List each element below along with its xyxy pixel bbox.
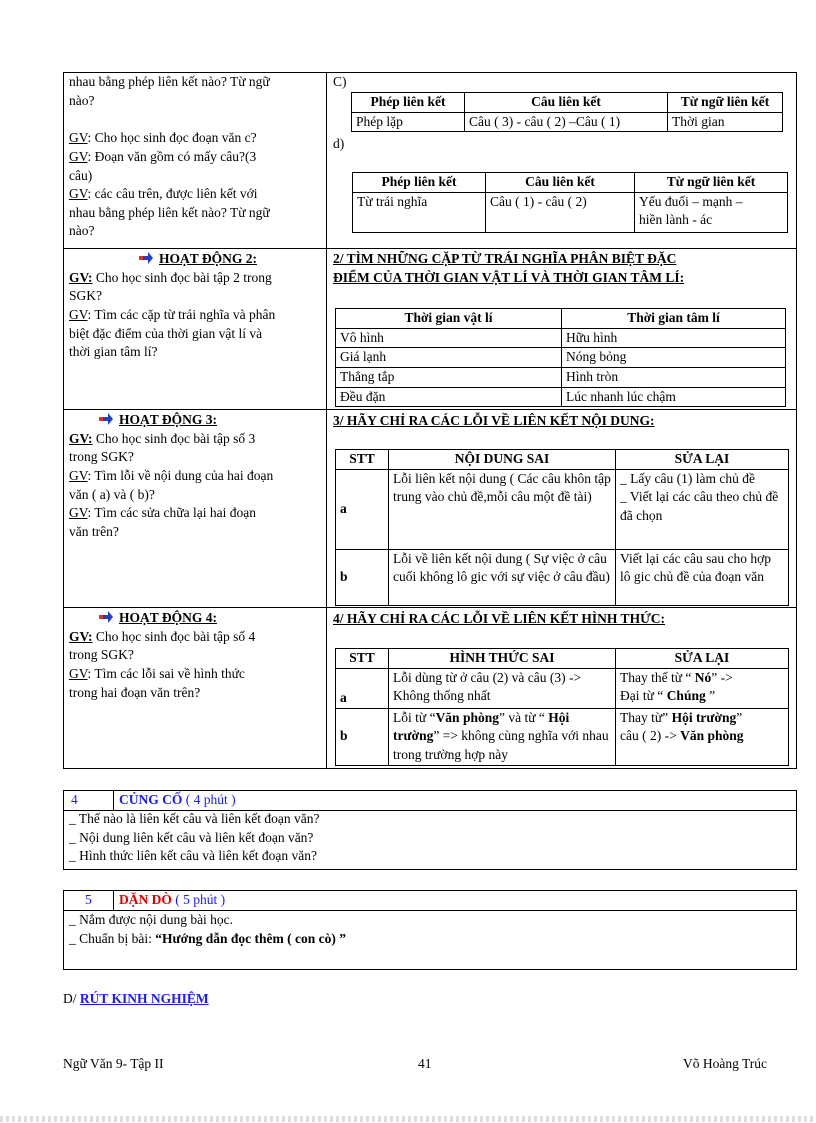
rut-kinh-nghiem-title: RÚT KINH NGHIỆM <box>79 991 209 1006</box>
table-header: Phép liên kết <box>353 173 486 193</box>
section-4-title: 4/ HÃY CHỈ RA CÁC LỖI VỀ LIÊN KẾT HÌNH THỨC: <box>333 611 666 626</box>
dan-do-items <box>69 911 346 948</box>
list-item: _ Hình thức liên kết câu và liên kết đoạn văn? <box>69 848 317 864</box>
dan-do-title: DẶN DÒ <box>119 892 172 907</box>
list-item: _ Nội dung liên kết câu và liên kết đoạn văn? <box>69 829 314 845</box>
frame-right <box>796 72 797 769</box>
left-cell-hd4: HOẠT ĐỘNG 4: GV: Cho học sinh đọc bài tập số 4 trong SGK? GV: Tìm các lỗi sai về hình thức trong hai đoạn văn trên? <box>69 609 323 702</box>
row-divider-1 <box>63 248 797 249</box>
list-item: _ Nắm được nội dung bài học. <box>69 912 234 927</box>
table-cell: Lỗi dùng từ ở câu (2) và câu (3) -> Không thống nhất <box>389 668 616 708</box>
table-noi-dung <box>335 449 789 606</box>
frame-divider <box>326 72 327 769</box>
table-cell: Vô hình <box>336 328 562 348</box>
table-header: Thời gian tâm lí <box>562 309 786 329</box>
hoat-dong-3-heading: HOẠT ĐỘNG 3: <box>69 411 323 430</box>
table-cell: Giá lạnh <box>336 348 562 368</box>
table-cell: Thời gian <box>668 112 783 132</box>
table-header: SỬA LẠI <box>616 649 789 669</box>
table-c <box>351 92 783 132</box>
cung-co-items <box>69 810 320 866</box>
table-cell: Lỗi liên kết nội dung ( Các câu khôn tập trung vào chủ đề,mỗi câu một đề tài) <box>389 469 616 549</box>
table-cell: Nóng bỏng <box>562 348 786 368</box>
pointer-icon <box>139 252 153 264</box>
table-header: Thời gian vật lí <box>336 309 562 329</box>
gv-line: GV: các câu trên, được liên kết với <box>69 186 258 202</box>
left-cell-hd2: HOẠT ĐỘNG 2: GV: Cho học sinh đọc bài tập 2 trong SGK? GV: Tìm các cặp từ trái nghĩa và phân biệt đặc điểm của thời gian vật lí và thời gian tâm lí? <box>69 250 323 362</box>
gv-line: nào? <box>69 223 95 239</box>
table-header: SỬA LẠI <box>616 450 789 470</box>
cung-co-time: ( 4 phút ) <box>182 792 236 807</box>
table-cell: a <box>336 668 389 708</box>
table-header: Phép liên kết <box>352 93 465 113</box>
table-cell: b <box>336 549 389 605</box>
dan-do-title-wrap <box>119 891 225 910</box>
footer-page-number: 41 <box>418 1056 432 1071</box>
table-header: STT <box>336 649 389 669</box>
table-cell: b <box>336 708 389 765</box>
table-header: HÌNH THỨC SAI <box>389 649 616 669</box>
table-cell: Viết lại các câu sau cho hợp lô gic chủ đề của đoạn văn <box>616 549 789 605</box>
table-header: Câu liên kết <box>465 93 668 113</box>
hoat-dong-2-heading: HOẠT ĐỘNG 2: <box>69 250 323 269</box>
list-item: _ Chuẩn bị bài: “Hướng dẫn đọc thêm ( con cò) ” <box>69 930 346 946</box>
left-cell-1 <box>69 73 323 241</box>
table-cell: a <box>336 469 389 549</box>
table-cell: Yếu đuối – mạnh – hiền lành - ác <box>635 192 788 232</box>
table-cell: Câu ( 1) - câu ( 2) <box>486 192 635 232</box>
table-cell: Từ trái nghĩa <box>353 192 486 232</box>
gv-line: GV: Cho học sinh đọc đoạn văn c? <box>69 130 257 146</box>
cung-co-number: 4 <box>71 792 78 807</box>
label-c: C) <box>333 74 347 89</box>
left-cell-hd3: HOẠT ĐỘNG 3: GV: Cho học sinh đọc bài tập số 3 trong SGK? GV: Tìm lỗi về nội dung của hai đoạn văn ( a) và ( b)? GV: Tìm các sửa chữa lại hai đoạn văn trên? <box>69 411 323 541</box>
dan-do-number: 5 <box>85 892 92 907</box>
dan-do-header <box>64 891 796 911</box>
section-2-title: 2/ TÌM NHỮNG CẶP TỪ TRÁI NGHĨA PHÂN BIỆT ĐẶC ĐIỂM CỦA THỜI GIAN VẬT LÍ VÀ THỜI GIAN TÂM LÍ: <box>333 251 685 285</box>
table-cell: Đều đặn <box>336 387 562 407</box>
frame-left <box>63 72 64 769</box>
cung-co-sep <box>113 791 114 810</box>
table-header: NỘI DUNG SAI <box>389 450 616 470</box>
table-cell: Thay thế từ “ Nó” -> Đại từ “ Chúng ” <box>616 668 789 708</box>
gv-line: câu) <box>69 167 93 183</box>
table-cell: Câu ( 3) - câu ( 2) –Câu ( 1) <box>465 112 668 132</box>
pointer-icon <box>99 611 113 623</box>
footer-left: Ngữ Văn 9- Tập II <box>63 1056 164 1071</box>
dan-do-box <box>63 890 797 970</box>
table-header: Từ ngữ liên kết <box>668 93 783 113</box>
table-hinh-thuc <box>335 648 789 766</box>
label-d: d) <box>333 136 345 151</box>
table-cell: _ Lấy câu (1) làm chủ đề _ Viết lại các câu theo chủ đề đã chọn <box>616 469 789 549</box>
cung-co-title: CỦNG CỐ <box>119 792 183 807</box>
frame-bottom <box>63 768 797 769</box>
section-3-title: 3/ HÃY CHỈ RA CÁC LỖI VỀ LIÊN KẾT NỘI DUNG: <box>333 413 655 428</box>
page-bottom-edge <box>0 1116 816 1122</box>
left-text-line: nào? <box>69 92 95 108</box>
dan-do-sep <box>113 891 114 910</box>
table-cell: Lỗi từ “Văn phòng” và từ “ Hội trường” => không cùng nghĩa với nhau trong trường hợp này <box>389 708 616 765</box>
table-time <box>335 308 786 407</box>
pointer-icon <box>99 413 113 425</box>
table-cell: Hữu hình <box>562 328 786 348</box>
table-cell: Phép lặp <box>352 112 465 132</box>
table-cell: Lỗi về liên kết nội dung ( Sự việc ở câu cuối không lô gic với sự việc ở câu đầu) <box>389 549 616 605</box>
table-cell: Thẳng tắp <box>336 367 562 387</box>
table-cell: Thay từ” Hội trường” câu ( 2) -> Văn phòng <box>616 708 789 765</box>
dan-do-time: ( 5 phút ) <box>171 892 226 907</box>
footer-right: Võ Hoàng Trúc <box>683 1056 768 1071</box>
hoat-dong-4-heading: HOẠT ĐỘNG 4: <box>69 609 323 628</box>
row-divider-3 <box>63 607 797 608</box>
table-cell: Hình tròn <box>562 367 786 387</box>
cung-co-header <box>64 791 796 811</box>
table-header: Câu liên kết <box>486 173 635 193</box>
left-text-line: nhau bằng phép liên kết nào? Từ ngữ <box>69 74 270 89</box>
table-cell: Lúc nhanh lúc chậm <box>562 387 786 407</box>
cung-co-box <box>63 790 797 870</box>
table-header: Từ ngữ liên kết <box>635 173 788 193</box>
list-item: _ Thế nào là liên kết câu và liên kết đoạn văn? <box>69 811 320 826</box>
row-divider-2 <box>63 409 797 410</box>
table-header: STT <box>336 450 389 470</box>
rut-kinh-nghiem: D/ RÚT KINH NGHIỆM <box>63 991 209 1006</box>
table-d <box>352 172 788 233</box>
cung-co-title-wrap <box>119 791 236 810</box>
gv-line: nhau bằng phép liên kết nào? Từ ngữ <box>69 204 270 220</box>
gv-line: GV: Đoạn văn gồm có mấy câu?(3 <box>69 148 257 164</box>
